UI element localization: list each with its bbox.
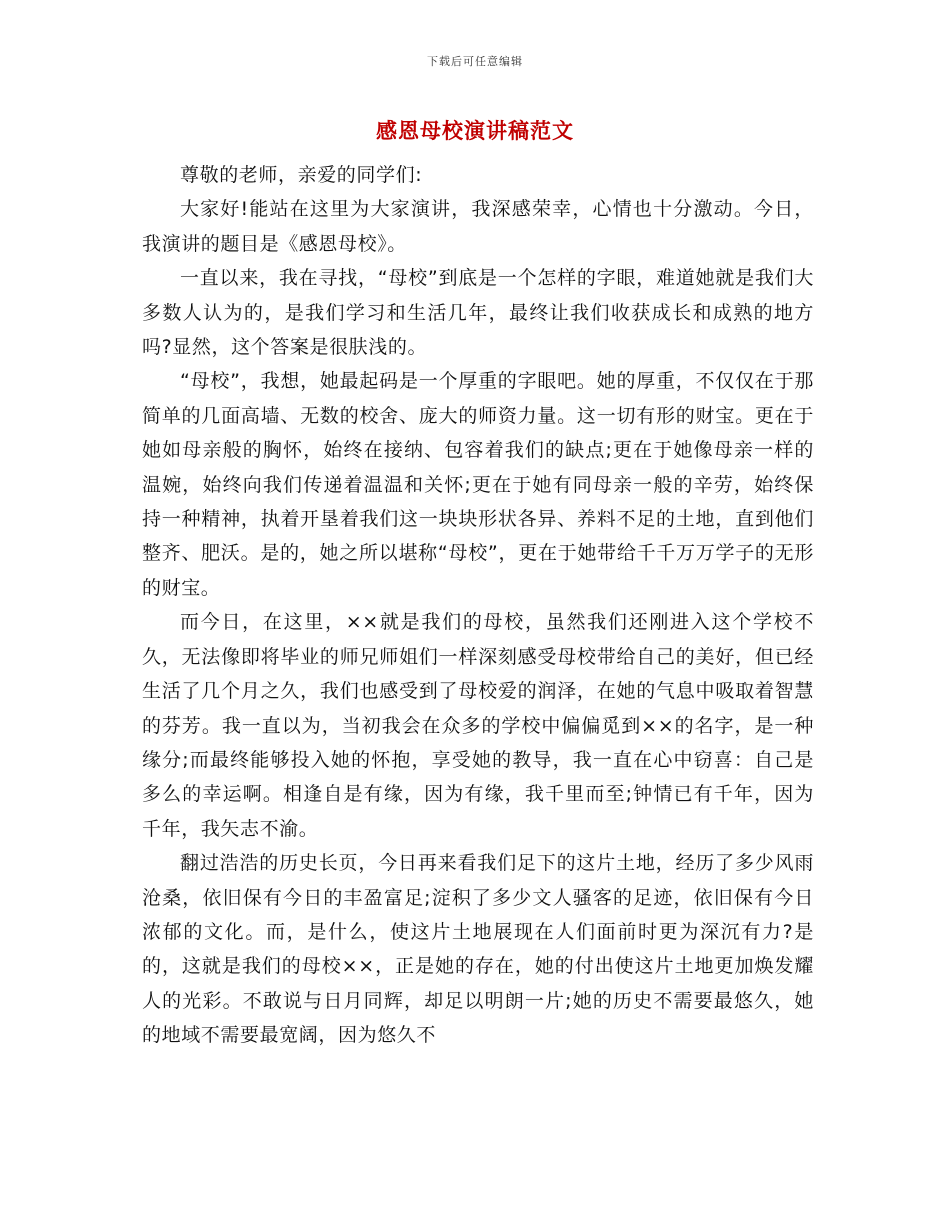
paragraph-greeting: 大家好!能站在这里为大家演讲，我深感荣幸，心情也十分激动。今日，我演讲的题目是《感恩母校》。 [142, 198, 814, 255]
paragraph-history: 翻过浩浩的历史长页，今日再来看我们足下的这片土地，经历了多少风雨沧桑，依旧保有今日的丰盈富足;淀积了多少文人骚客的足迹，依旧保有今日浓郁的文化。而，是什么，使这片土地展现在人们面前时更为深沉有力?是的，这就是我们的母校××，正是她的存在，她的付出使这片土地更加焕发耀人的光彩。不敢说与日月同辉，却足以明朗一片;她的历史不需要最悠久，她的地域不需要最宽阔，因为悠久不 [142, 852, 814, 1047]
document-title: 感恩母校演讲稿范文 [376, 119, 574, 143]
paragraph-our-school: 而今日，在这里，××就是我们的母校，虽然我们还刚进入这个学校不久，无法像即将毕业的师兄师姐们一样深刻感受母校带给自己的美好，但已经生活了几个月之久，我们也感受到了母校爱的润泽，在她的气息中吸取着智慧的芬芳。我一直以为，当初我会在众多的学校中偏偏觅到××的名字，是一种缘分;而最终能够投入她的怀抱，享受她的教导，我一直在心中窃喜：自己是多么的幸运啊。相逢自是有缘，因为有缘，我千里而至;钟情已有千年，因为千年，我矢志不渝。 [142, 611, 814, 840]
paragraph-weighty-word: “母校”，我想，她最起码是一个厚重的字眼吧。她的厚重，不仅仅在于那简单的几面高墙、无数的校舍、庞大的师资力量。这一切有形的财宝。更在于她如母亲般的胸怀，始终在接纳、包容着我们的缺点;更在于她像母亲一样的温婉，始终向我们传递着温温和关怀;更在于她有同母亲一般的辛劳，始终保持一种精神，执着开垦着我们这一块块形状各异、养料不足的土地，直到他们整齐、肥沃。是的，她之所以堪称“母校”，更在于她带给千千万万学子的无形的财宝。 [142, 370, 814, 599]
paragraph-search-meaning: 一直以来，我在寻找，“母校”到底是一个怎样的字眼，难道她就是我们大多数人认为的，是我们学习和生活几年，最终让我们收获成长和成熟的地方吗?显然，这个答案是很肤浅的。 [142, 267, 814, 359]
paragraph-salutation: 尊敬的老师，亲爱的同学们: [180, 164, 423, 186]
document-body [142, 158, 814, 1053]
page-header-note: 下载后可任意编辑 [427, 55, 523, 68]
